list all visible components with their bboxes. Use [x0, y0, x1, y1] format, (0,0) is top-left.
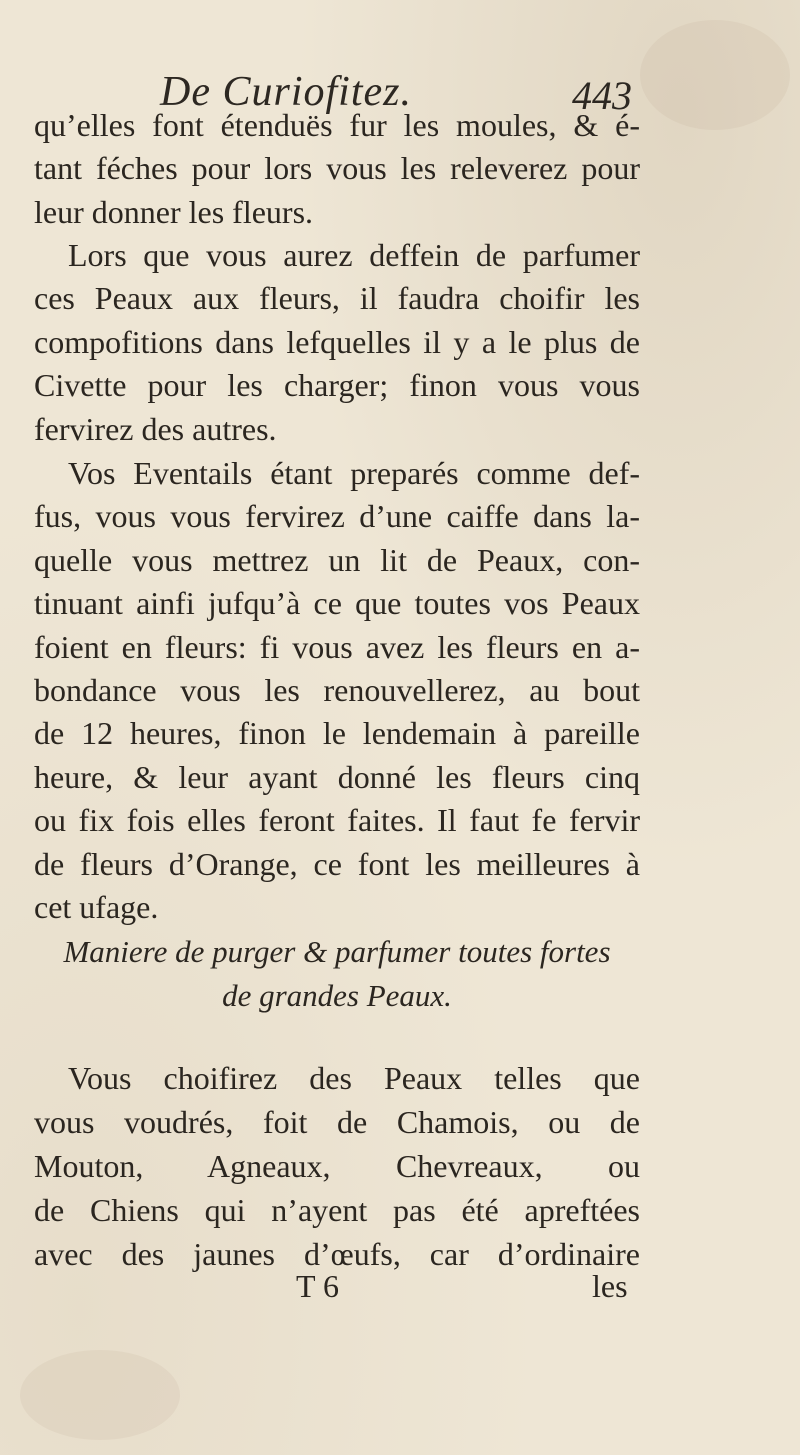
- paragraph-continuation: [34, 104, 640, 234]
- catchword: les: [592, 1268, 628, 1304]
- paragraph-choifirez: [34, 1056, 640, 1276]
- text-line: de Chiens qui n’ayent pas été apreftées: [34, 1192, 640, 1228]
- running-title: De Curiofitez.: [160, 69, 412, 115]
- text-line: vous voudrés, foit de Chamois, ou de: [34, 1104, 640, 1140]
- text-line: foient en fleurs: fi vous avez les fleurs en a-: [34, 628, 640, 665]
- text-line: Mouton, Agneaux, Chevreaux, ou: [34, 1148, 640, 1184]
- text-line: fervirez des autres.: [34, 410, 277, 447]
- text-line: tinuant ainfi jufqu’à ce que toutes vos Peaux: [34, 585, 640, 622]
- text-line: Lors que vous aurez deffein de parfumer: [68, 237, 640, 273]
- text-line: leur donner les fleurs.: [34, 193, 314, 230]
- text-line: Civette pour les charger; finon vous vous: [34, 367, 640, 404]
- text-line: fus, vous vous fervirez d’une caiffe dans la-: [34, 498, 640, 535]
- section-heading: [34, 930, 640, 1018]
- text-line: qu’elles font étenduës fur les moules, & é-: [34, 107, 640, 143]
- text-line: Vous choifirez des Peaux telles que: [68, 1060, 640, 1096]
- section-heading-line: Maniere de purger & parfumer toutes fortes: [63, 934, 611, 969]
- text-line: heure, & leur ayant donné les fleurs cinq: [34, 758, 640, 795]
- page-footer: [0, 1268, 800, 1312]
- text-line: tant féches pour lors vous les releverez pour: [34, 150, 640, 187]
- page-number: 443: [572, 73, 632, 118]
- text-line: cet ufage.: [34, 888, 159, 925]
- text-line: avec des jaunes d’œufs, car d’ordinaire: [34, 1236, 640, 1272]
- paragraph-eventails: [34, 452, 640, 929]
- paragraph-parfumer: [34, 234, 640, 451]
- signature-mark: T 6: [296, 1268, 339, 1304]
- text-line: de fleurs d’Orange, ce font les meilleures à: [34, 845, 640, 882]
- text-line: compofitions dans lefquelles il y a le plus de: [34, 323, 640, 360]
- text-line: de 12 heures, finon le lendemain à pareille: [34, 715, 640, 752]
- text-line: quelle vous mettrez un lit de Peaux, con-: [34, 541, 640, 578]
- section-heading-line: de grandes Peaux.: [222, 978, 452, 1013]
- text-line: ou fix fois elles feront faites. Il faut fe fervir: [34, 802, 640, 839]
- text-line: Vos Eventails étant preparés comme def-: [68, 455, 640, 491]
- paper-stain: [20, 1350, 180, 1440]
- text-line: bondance vous les renouvellerez, au bout: [34, 671, 640, 708]
- text-line: ces Peaux aux fleurs, il faudra choifir les: [34, 280, 640, 317]
